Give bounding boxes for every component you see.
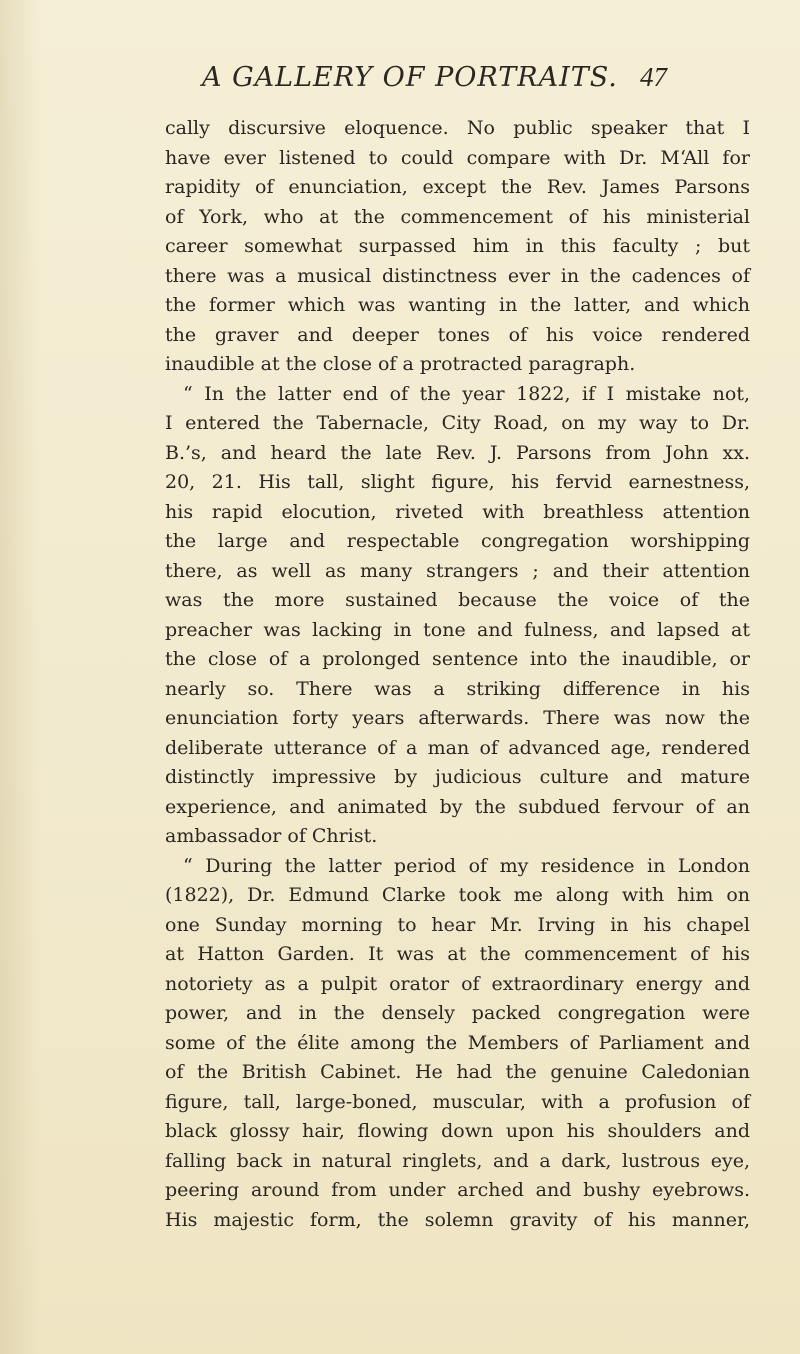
- page-gutter-shading: [0, 0, 40, 1354]
- text-line: at Hatton Garden. It was at the commencement of his: [165, 943, 750, 965]
- text-line: the former which was wanting in the latter, and which: [165, 294, 750, 316]
- text-line: there was a musical distinctness ever in the cadences of: [165, 264, 750, 287]
- text-line: power, and in the densely packed congregation were: [165, 1002, 750, 1024]
- text-line: falling back in natural ringlets, and a dark, lustrous eye,: [165, 1149, 750, 1172]
- text-line: inaudible at the close of a protracted paragraph.: [165, 353, 636, 375]
- text-line: deliberate utterance of a man of advanced age, rendered: [165, 736, 750, 759]
- text-line: peering around from under arched and bushy eyebrows.: [165, 1179, 750, 1201]
- text-line: preacher was lacking in tone and fulness, and lapsed at: [165, 618, 750, 641]
- text-line: cally discursive eloquence. No public speaker that I: [165, 117, 750, 139]
- text-line: His majestic form, the solemn gravity of his manner,: [165, 1208, 750, 1231]
- page-number: 47: [640, 62, 667, 92]
- text-line: of York, who at the commencement of his ministerial: [165, 205, 750, 228]
- text-line: experience, and animated by the subdued fervour of an: [165, 795, 750, 818]
- text-line: one Sunday morning to hear Mr. Irving in his chapel: [165, 913, 750, 936]
- text-line: enunciation forty years afterwards. There was now the: [165, 707, 750, 729]
- text-line: career somewhat surpassed him in this faculty ; but: [165, 235, 750, 257]
- text-line: (1822), Dr. Edmund Clarke took me along with him on: [165, 884, 750, 906]
- text-line: figure, tall, large-boned, muscular, with a profusion of: [165, 1090, 750, 1113]
- text-line: I entered the Tabernacle, City Road, on my way to Dr.: [165, 412, 750, 434]
- text-line: “ In the latter end of the year 1822, if I mistake not,: [183, 382, 750, 405]
- text-line: have ever listened to could compare with Dr. M‘All for: [165, 146, 750, 169]
- text-line: rapidity of enunciation, except the Rev. James Parsons: [165, 176, 750, 198]
- text-line: B.’s, and heard the late Rev. J. Parsons from John xx.: [165, 441, 750, 464]
- text-line: was the more sustained because the voice of the: [165, 589, 750, 611]
- text-line: black glossy hair, flowing down upon his shoulders and: [165, 1120, 750, 1142]
- running-title: A GALLERY OF PORTRAITS.: [202, 62, 618, 93]
- page-header: [0, 62, 800, 98]
- body-text: [165, 114, 750, 1235]
- text-line: the large and respectable congregation worshipping: [165, 530, 750, 552]
- text-line: notoriety as a pulpit orator of extraordinary energy and: [165, 972, 750, 995]
- text-line: ambassador of Christ.: [165, 825, 378, 847]
- text-line: the graver and deeper tones of his voice rendered: [165, 323, 750, 346]
- text-line: some of the élite among the Members of Parliament and: [165, 1031, 750, 1054]
- text-line: there, as well as many strangers ; and their attention: [165, 559, 750, 582]
- text-line: the close of a prolonged sentence into the inaudible, or: [165, 648, 750, 670]
- text-line: “ During the latter period of my residence in London: [183, 854, 750, 877]
- text-line: distinctly impressive by judicious culture and mature: [165, 766, 750, 788]
- text-line: 20, 21. His tall, slight figure, his fervid earnestness,: [165, 471, 750, 493]
- text-line: his rapid elocution, riveted with breathless attention: [165, 500, 750, 523]
- text-line: nearly so. There was a striking difference in his: [165, 677, 750, 700]
- text-line: of the British Cabinet. He had the genuine Caledonian: [165, 1061, 750, 1083]
